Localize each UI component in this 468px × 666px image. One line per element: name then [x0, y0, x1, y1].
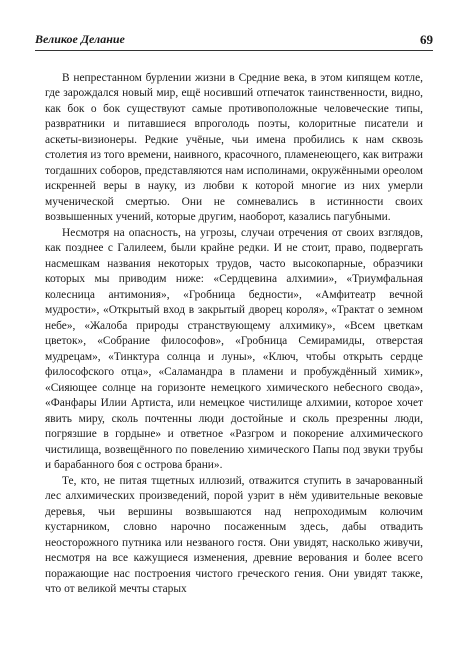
paragraph: Те, кто, не питая тщетных иллюзий, отважится ступить в зачарованный лес алхимических произведений, порой узрит в нём удивительные вековые деревья, чьи вершины возвышаются над непроходимым колючим кустарником, словно нарочно посаженным здесь, дабы отвадить неосторожного путника или незваного гостя. Они увидят, насколько живучи, несмотря на все кажущиеся изменения, древние верования и более всего поражающие нас построения чистого греческого гения. Они увидят также, что от великой мечты старых [45, 474, 423, 595]
page-header [35, 32, 433, 48]
page-number: 69 [420, 32, 433, 47]
body-text [45, 71, 423, 597]
paragraph: В непрестанном бурлении жизни в Средние века, в этом кипящем котле, где зарождался новый мир, ещё носивший отпечаток таинственности, видно, как бок о бок существуют самые противоположные человеческие типы, развратники и питавшиеся впроголодь поэты, колоритные писатели и аскеты-визионеры. Редкие учёные, чьи имена пробились к нам сквозь столетия из того времени, наивного, красочного, пламенеющего, как витражи тогдашних соборов, представляются нам исполинами, окружёнными ореолом искренней веры в науку, из любви к которой многие из них умерли мученической смертью. Они не сомневались в истинности своих возвышенных учений, которые другим, наоборот, казались пагубными. [45, 72, 423, 224]
running-title: Великое Делание [35, 32, 125, 46]
paragraph: Несмотря на опасность, на угрозы, случаи отречения от своих взглядов, как позднее с Галилеем, были крайне редки. И не стоит, право, подвергать насмешкам названия некоторых трудов, часто высокопарные, образчики которых мы приводим ниже: «Сердцевина алхимии», «Триумфальная колесница антимония», «Гробница бедности», «Амфитеатр вечной мудрости», «Открытый вход в закрытый дворец короля», «Трактат о земном небе», «Жалоба природы странствующему алхимику», «Всем цветкам цветок», «Собрание философов», «Гробница Семирамиды, отверстая мудрецам», «Тинктура солнца и луны», «Ключ, чтобы открыть сердце философского отца», «Саламандра в пламени и пробуждённый химик», «Сияющее солнце на горизонте немецкого химического небесного свода», «Фанфары Илии Артиста, или немецкое чистилище алхимии, которое хочет явить миру, сколь почтенны люди достойные и сколь презренны люди, погрязшие в гордыне» и ответное «Разгром и покорение алхимического чистилища, возвещённого по повелению химического Папы под звуки трубы и барабанного боя с острова брани». [45, 226, 423, 472]
header-rule [35, 50, 433, 51]
